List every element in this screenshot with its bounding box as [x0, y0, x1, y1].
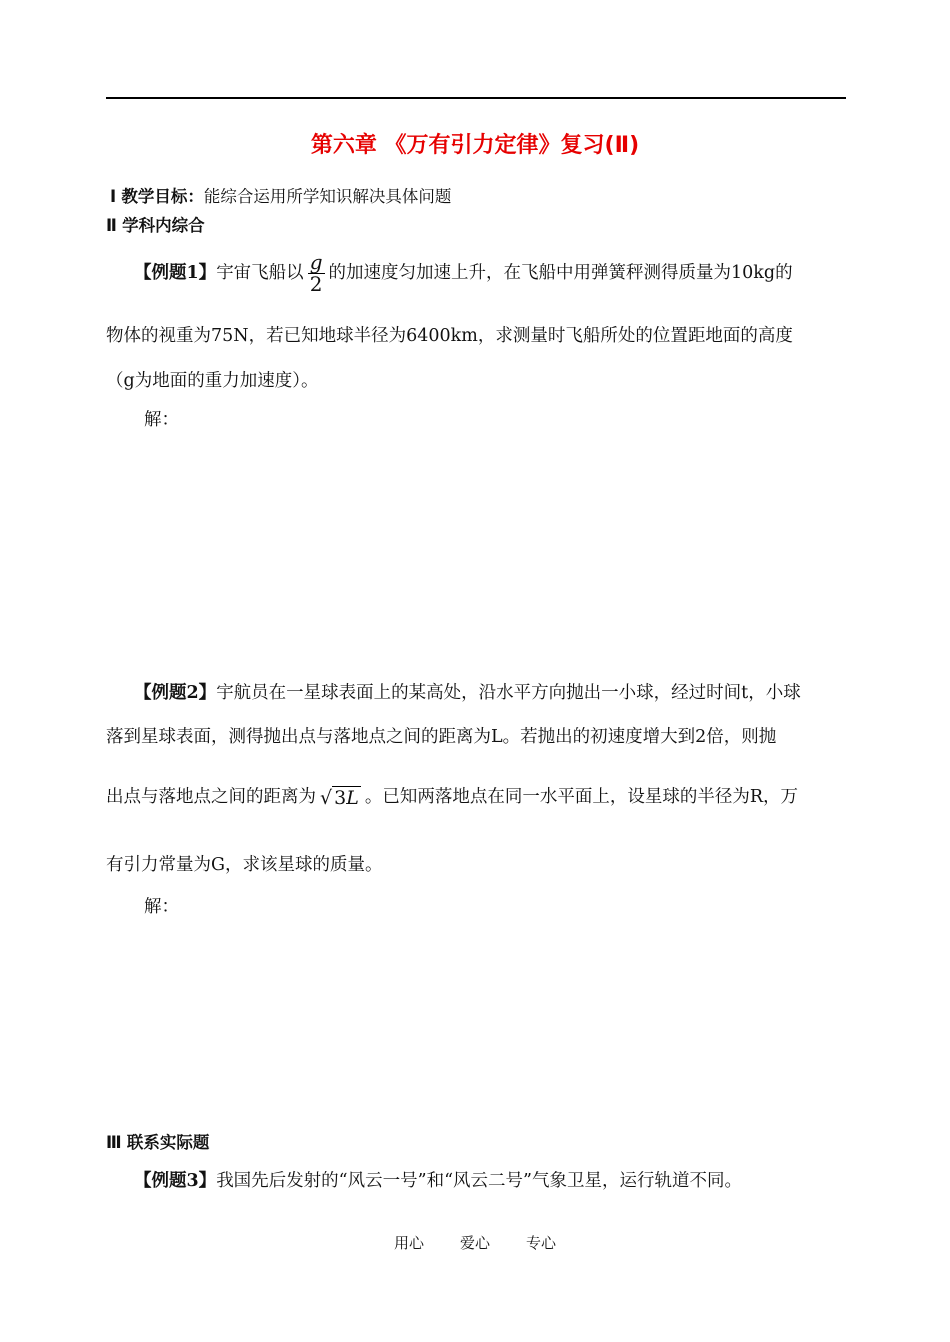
example2-text: 宇航员在一星球表面上的某高处，沿水平方向抛出一小球，经过时间t，小球 [216, 683, 801, 703]
example2-solution: 解： [144, 897, 179, 917]
section-practical [106, 1129, 209, 1153]
example3-text: 我国先后发射的“风云一号”和“风云二号”气象卫星，运行轨道不同。 [216, 1171, 742, 1191]
example2-tag: 【例题2】 [134, 683, 217, 703]
example2-line2: 落到星球表面，测得抛出点与落地点之间的距离为L。若抛出的初速度增大到2倍，则抛 [106, 727, 777, 747]
example1-line2: 物体的视重为75N，若已知地球半径为6400km，求测量时飞船所处的位置距地面的高度 [106, 326, 793, 346]
example2-line3-pre: 出点与落地点之间的距离为 [106, 787, 316, 807]
section-text: 能综合运用所学知识解决具体问题 [203, 187, 452, 206]
example2-line3-post: 。已知两落地点在同一水平面上，设星球的半径为R，万 [364, 787, 799, 807]
section-number: Ⅰ [110, 187, 117, 206]
example1-solution: 解： [144, 410, 179, 430]
sqrt-number: 3 [334, 786, 347, 809]
section-integrated [106, 212, 205, 236]
section-number: Ⅱ [106, 216, 117, 235]
fraction-denominator: 2 [309, 272, 323, 296]
section-label: 学科内综合 [122, 216, 205, 235]
example2-line1 [134, 679, 801, 704]
section-label: 教学目标： [121, 187, 204, 206]
header-rule [106, 97, 846, 99]
footer-text: 专心 [526, 1234, 557, 1252]
footer-text: 用心 [393, 1234, 424, 1252]
example1-line1 [134, 252, 793, 295]
sqrt-3-l: √ 3L [320, 786, 359, 809]
section-number: Ⅲ [106, 1133, 122, 1152]
sqrt-variable: L [346, 786, 359, 809]
example3-tag: 【例题3】 [134, 1171, 217, 1191]
fraction-numerator: g [309, 250, 323, 274]
page-title: 第六章 《万有引力定律》复习(Ⅱ) [310, 133, 640, 158]
fraction-g-over-2 [308, 252, 325, 295]
sqrt-radicand [332, 786, 361, 809]
footer-text: 爱心 [459, 1234, 490, 1252]
section-label: 联系实际题 [126, 1133, 210, 1152]
example1-tag: 【例题1】 [134, 263, 217, 283]
page-footer [0, 1232, 950, 1253]
example1-post: 的加速度匀加速上升，在飞船中用弹簧秤测得质量为10kg的 [328, 263, 793, 283]
example1-line3: （g为地面的重力加速度）。 [106, 371, 319, 391]
example2-line4: 有引力常量为G，求该星球的质量。 [106, 855, 383, 875]
section-objectives [110, 183, 451, 207]
example1-pre: 宇宙飞船以 [216, 263, 304, 283]
example3-line1 [134, 1167, 742, 1192]
example2-line3 [106, 783, 798, 809]
